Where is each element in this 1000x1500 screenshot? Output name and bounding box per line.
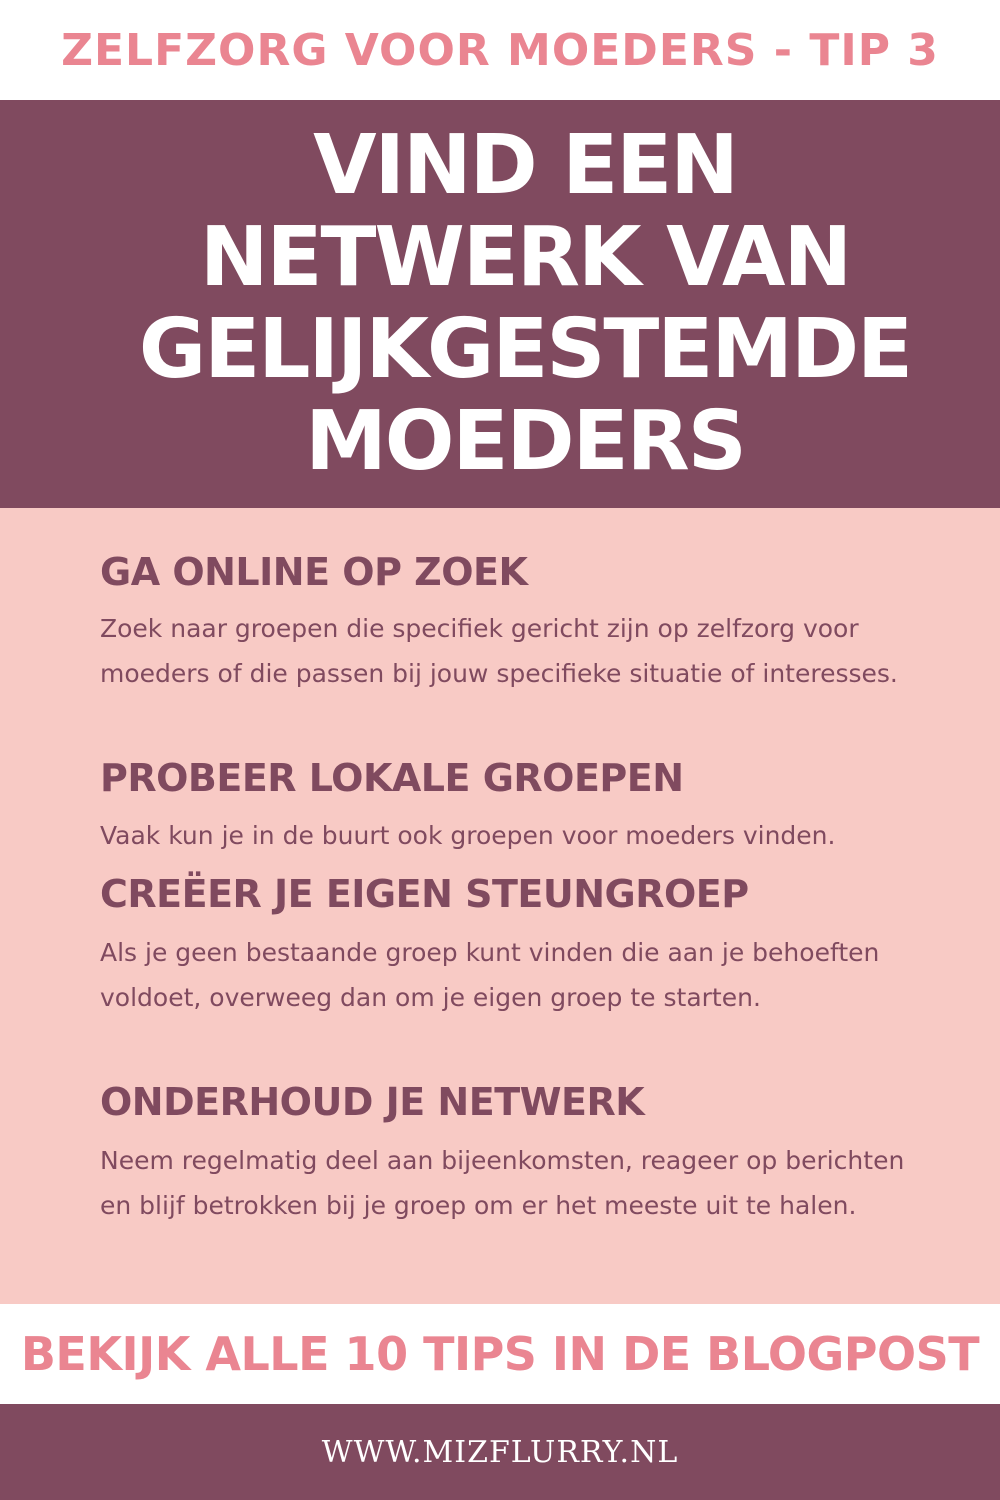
website-url-link[interactable]: WWW.MIZFLURRY.NL — [321, 1434, 679, 1470]
section-body: Zoek naar groepen die specifiek gericht zijn op zelfzorg voor moeders of die passen bij jouw specifieke situatie of interesses. — [100, 614, 898, 688]
hero-title-line: NETWERK VAN — [199, 210, 851, 305]
footer — [0, 1404, 1000, 1500]
section-heading: PROBEER LOKALE GROEPEN — [100, 756, 684, 800]
hero-banner — [0, 100, 1000, 508]
blogpost-cta-link[interactable]: BEKIJK ALLE 10 TIPS IN DE BLOGPOST — [20, 1327, 980, 1381]
hero-title-line: MOEDERS — [305, 394, 745, 489]
hero-title-line: GELIJKGESTEMDE — [138, 302, 912, 397]
hero-title-line: VIND EEN — [313, 118, 737, 213]
top-band — [0, 0, 1000, 100]
section-heading: ONDERHOUD JE NETWERK — [100, 1080, 645, 1124]
tips-content — [0, 508, 1000, 1304]
section-heading: GA ONLINE OP ZOEK — [100, 550, 528, 594]
section-body: Neem regelmatig deel aan bijeenkomsten, reageer op berichten en blijf betrokken bij je groep om er het meeste uit te halen. — [100, 1146, 905, 1220]
section-body: Als je geen bestaande groep kunt vinden die aan je behoeften voldoet, overweeg dan om je eigen groep te starten. — [100, 938, 880, 1012]
series-subtitle: ZELFZORG VOOR MOEDERS - TIP 3 — [61, 24, 939, 76]
section-heading: CREËER JE EIGEN STEUNGROEP — [100, 872, 749, 916]
cta-band[interactable] — [0, 1304, 1000, 1404]
section-body: Vaak kun je in de buurt ook groepen voor moeders vinden. — [100, 821, 836, 850]
